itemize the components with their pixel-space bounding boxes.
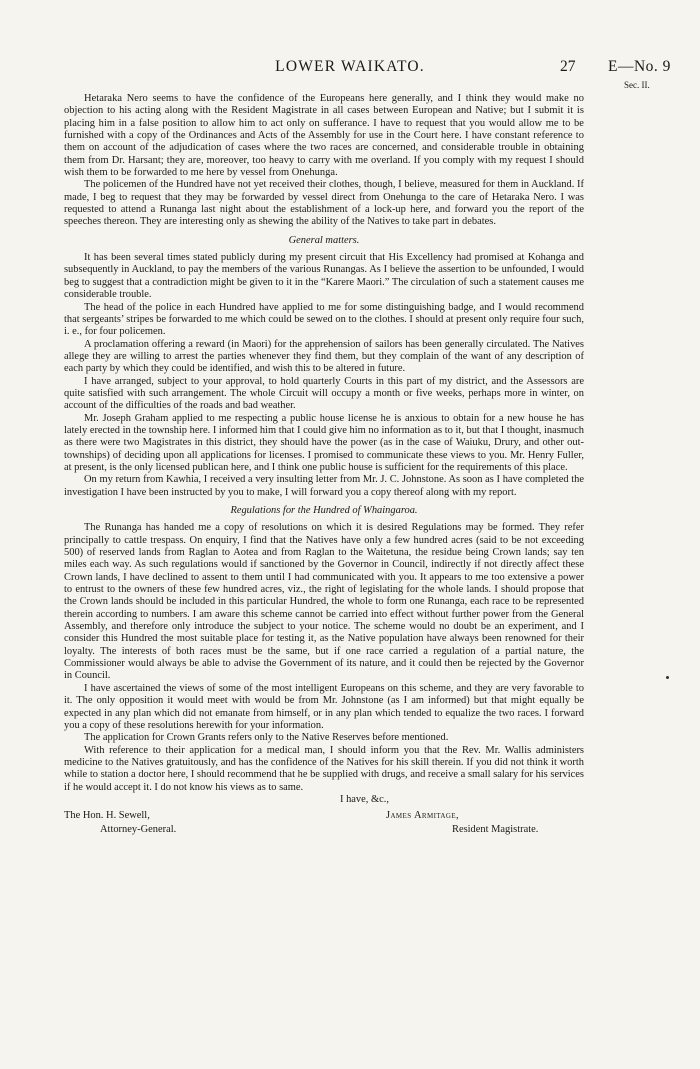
heading-regulations: Regulations for the Hundred of Whaingaroa. (230, 505, 418, 516)
paragraph-runanga-resolutions: The Runanga has handed me a copy of resolutions on which it is desired Regulations may be formed. They refer principally to cattle trespass. On enquiry, I find that the Natives have only a few hundred acres (said to be not exceeding 500) of reserved lands from Raglan to Aotea and from Raglan to the Waitetuna, the residue being Crown lands; say ten miles each way. As such regulations would if sanctioned by the Governor in Council, indirectly if not directly affect these Crown lands, I have declined to assent to them until I had communicated with you. It appears to me too extensive a power to entrust to the owners of these few hundred acres, viz., the right of legislating for the whole lands. I should propose that the Crown lands should be included in this particular Hundred, the whole to form one Runanga, each race to be represented therein according to numbers. I am aware this scheme cannot be carried into effect without further power from the General Assembly, and therefore only introduce the subject to your notice. The scheme would no doubt be an experiment, and I consider this Hundred the most suitable place for testing it, as the Native population have always been renowned for their loyalty. The interests of both races must be the same, but if one race carried a regulation of a partial nature, the Commissioner would always be able to advise the Government of its nature, and it could then be rejected by the Governor in Council. (64, 522, 584, 682)
paragraph-quarterly-courts: I have arranged, subject to your approval, to hold quarterly Courts in this part of my district, and the Assessors are quite satisfied with such arrangement. The whole Circuit will occupy a month or five weeks, perhaps more in winter, on account of the difficulties of the roads and bad weather. (64, 375, 584, 412)
signatory-name: James Armitage, (386, 809, 460, 821)
signoff-block (64, 794, 584, 846)
document-body (64, 93, 584, 846)
page-number: 27 (560, 58, 576, 75)
paragraph-european-views: I have ascertained the views of some of the most intelligent Europeans on this scheme, and they are very favorable to it. The only opposition it would meet with would be from Mr. Johnstone (as I am informed) but that might equally be expected in any plan which did not emanate from himself, or in any plan which tended to equalize the two races. I forward you a copy of these resolutions herewith for your information. (64, 682, 584, 731)
addressee-title: Attorney-General. (100, 823, 177, 835)
paragraph-medical-man: With reference to their application for a medical man, I should inform you that the Rev. Mr. Wallis administers medicine to the Natives gratuitously, and has the confidence of the Natives for his skill therein. If you did not think it worth while to station a doctor here, I should recommend that he be supplied with drugs, and receive a small salary for his services if he would accept it. I do not know his views as to same. (64, 744, 584, 793)
signatory-title: Resident Magistrate. (452, 823, 539, 835)
section-label: Sec. II. (624, 80, 650, 90)
paragraph-public-house: Mr. Joseph Graham applied to me respecting a public house license he is anxious to obtain for a new house he has lately erected in the township here. I informed him that I could give him no information as to it, but that I thought, inasmuch as there were two Magistrates in this district, they should have the power (as in the case of Waiuku, Drury, and other out-townships) of deciding upon all applications for licenses. I promised to communicate these views to you. Mr. Henry Fuller, at present, is the only licensed publican here, and I think one public house is sufficient for the requirements of this place. (64, 412, 584, 473)
heading-general-matters: General matters. (288, 234, 360, 246)
paragraph-hetaraka-nero: Hetaraka Nero seems to have the confidence of the Europeans here generally, and I think they would make no objection to his acting along with the Resident Magistrate in all cases between European and Native; but I submit it is placing him in a false position to allow him to act only on sufferance. I have to request that you would allow me to be furnished with a copy of the Ordinances and Acts of the Assembly for use in the Court here. I have constant reference to them on account of the adjudication of cases where the two races are concerned, and considerable trouble in obtaining them from Dr. Harsant; they are, moreover, too heavy to carry with me overland. If you comply with my request I should wish them to be forwarded to me here by vessel from Onehunga. (64, 93, 584, 179)
paragraph-proclamation: A proclamation offering a reward (in Maori) for the apprehension of sailors has been generally circulated. The Natives allege they are willing to arrest the parties whenever they find them, but they complain of the want of any description of each party by which they could be identified, and wish this to be altered in future. (64, 338, 584, 375)
paragraph-policemen: The policemen of the Hundred have not yet received their clothes, though, I believe, measured for them in Auckland. If made, I beg to request that they may be forwarded by vessel direct from Onehunga to the care of Hetaraka Nero. I was requested to attend a Runanga last night about the establishment of a lock-up here, and forward you the report of the speeches thereon. They are interesting only as shewing the ability of the Natives to take part in debates. (64, 179, 584, 228)
margin-mark (666, 676, 669, 679)
paragraph-runanga-payment: It has been several times stated publicly during my present circuit that His Excellency had promised at Kohanga and subsequently in Auckland, to pay the members of the various Runangas. As I believe the assertion to be unfounded, I would beg to suggest that a contradiction might be given to it in the “Karere Maori.” The circulation of such a statement causes me considerable trouble. (64, 252, 584, 301)
closing-salutation: I have, &c., (340, 793, 389, 805)
paragraph-police-badge: The head of the police in each Hundred have applied to me for some distinguishing badge, and I would recommend that sergeants’ stripes be forwarded to me which could be sewed on to the clothes. I should at present only require four such, i. e., for four policemen. (64, 301, 584, 338)
addressee-name: The Hon. H. Sewell, (64, 809, 150, 821)
running-head-title: LOWER WAIKATO. (275, 58, 425, 75)
document-number: E—No. 9 (608, 58, 671, 75)
paragraph-kawhia-letter: On my return from Kawhia, I received a very insulting letter from Mr. J. C. Johnstone. As soon as I have completed the investigation I have been instructed by you to make, I will forward you a copy thereof along with my report. (64, 474, 584, 498)
paragraph-crown-grants: The application for Crown Grants refers only to the Native Reserves before mentioned. (84, 732, 449, 744)
